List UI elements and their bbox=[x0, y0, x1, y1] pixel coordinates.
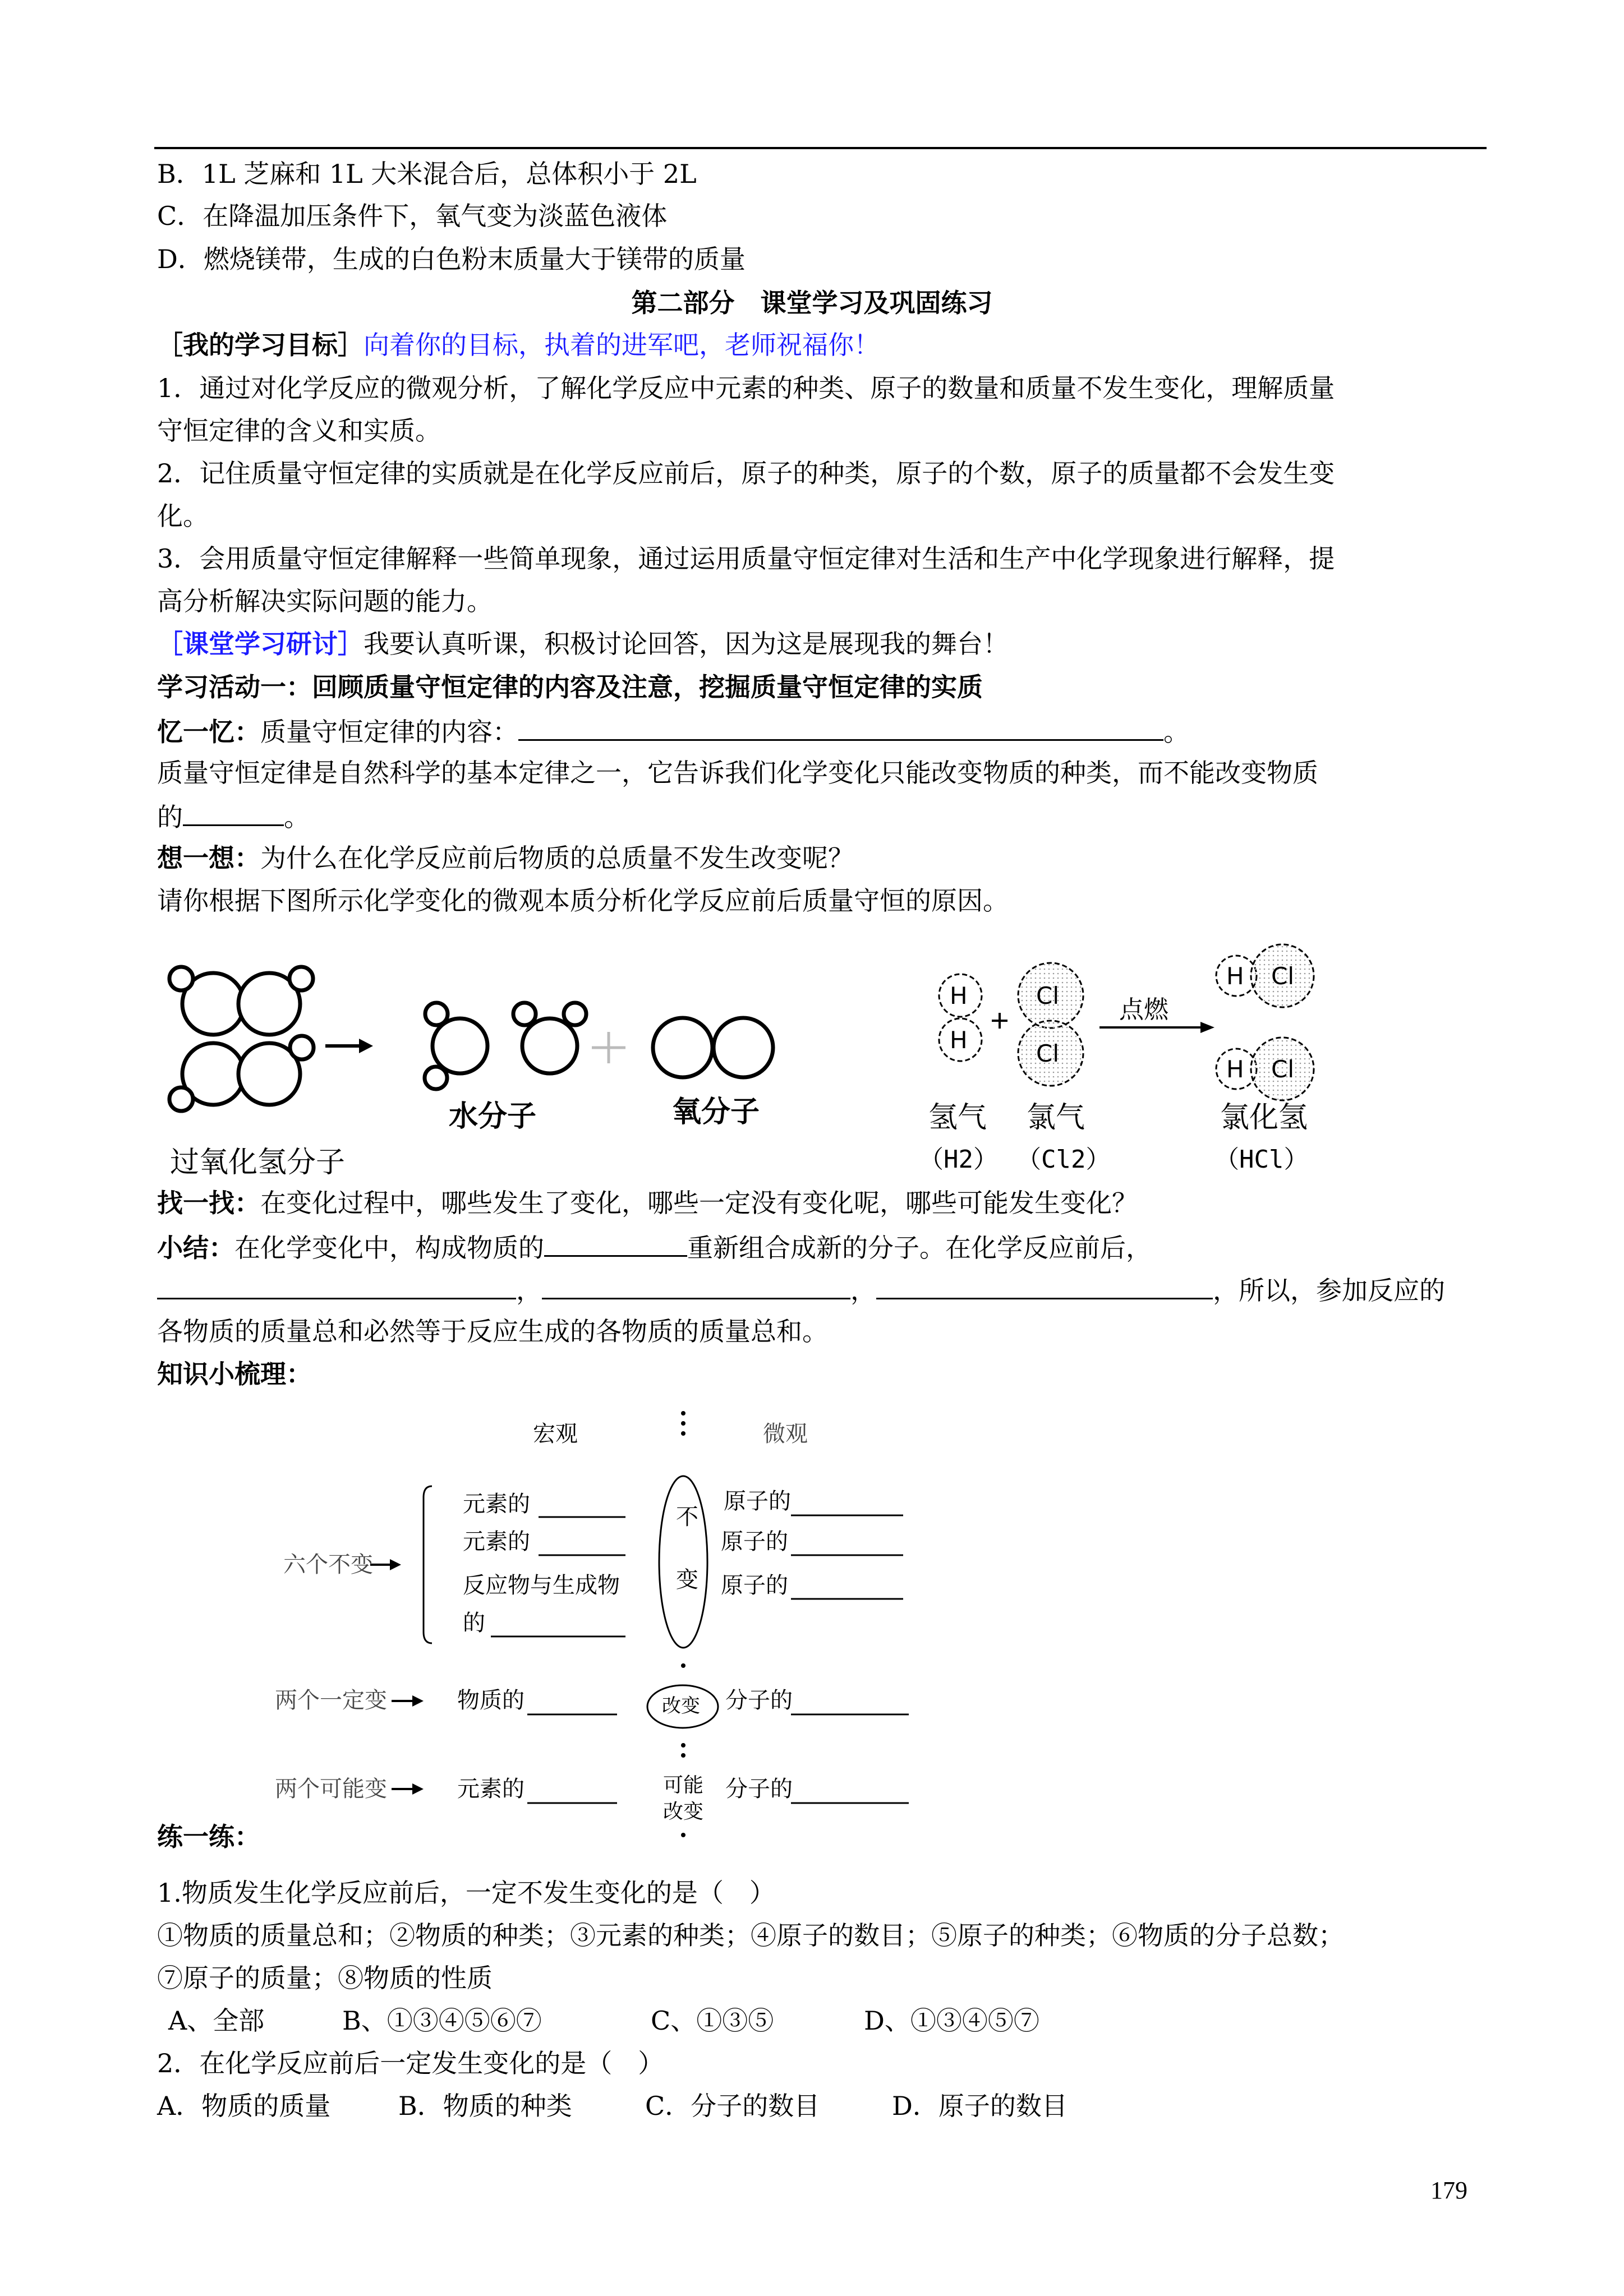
two-sure-change-label: 两个一定变 bbox=[275, 1688, 387, 1713]
maybe-label-2: 改变 bbox=[663, 1800, 704, 1823]
law-b-end: 。 bbox=[284, 802, 310, 832]
summary-blank-4[interactable] bbox=[876, 1272, 1213, 1299]
goal-slogan: 向着你的目标，执着的进军吧，老师祝福你！ bbox=[364, 330, 880, 360]
hcl-cl-symbol: Cl bbox=[1271, 1055, 1294, 1083]
peroxide-decomposition-figure bbox=[157, 948, 808, 1183]
please-line: 请你根据下图所示化学变化的微观本质分析化学反应前后质量守恒的原因。 bbox=[157, 886, 1009, 916]
goal-2b: 化。 bbox=[157, 501, 209, 531]
goal-1a: 1．通过对化学反应的微观分析，了解化学反应中元素的种类、原子的数量和质量不发生变化，理解质量 bbox=[157, 373, 1335, 403]
find-text: 在变化过程中，哪些发生了变化，哪些一定没有变化呢，哪些可能发生变化？ bbox=[260, 1188, 1138, 1218]
hcl-h-symbol: H bbox=[1226, 962, 1244, 990]
hcl-name: 氯化氢 bbox=[1220, 1101, 1308, 1135]
q1-stem: 1.物质发生化学反应前后，一定不发生变化的是（ ） bbox=[157, 1878, 775, 1908]
q1-choice-c[interactable]: C、①③⑤ bbox=[651, 2005, 774, 2036]
q1-choice-b[interactable]: B、①③④⑤⑥⑦ bbox=[342, 2005, 542, 2036]
micro-header: 微观 bbox=[763, 1421, 808, 1447]
goal-line bbox=[157, 328, 880, 362]
two-maybe-change-label: 两个可能变 bbox=[275, 1776, 387, 1802]
brace bbox=[424, 1486, 432, 1643]
summary-blank-3[interactable] bbox=[542, 1272, 850, 1299]
q1-options-b: ⑦原子的质量；⑧物质的性质 bbox=[157, 1963, 493, 1993]
ignite-label: 点燃 bbox=[1119, 995, 1168, 1024]
study-text: 我要认真听课，积极讨论回答，因为这是展现我的舞台！ bbox=[364, 629, 1009, 659]
hydrogen-atom bbox=[289, 967, 313, 990]
law-blank[interactable] bbox=[183, 799, 284, 826]
hydrogen-atom bbox=[169, 1087, 193, 1111]
cl-symbol: Cl bbox=[1036, 1040, 1059, 1067]
o2-oxygen-atom bbox=[714, 1018, 773, 1077]
peroxide-label: 过氧化氢分子 bbox=[170, 1146, 346, 1179]
summary-comma: ， bbox=[850, 1275, 876, 1306]
water-oxygen-atom bbox=[433, 1018, 487, 1073]
q2-choice-d[interactable]: D．原子的数目 bbox=[892, 2091, 1068, 2121]
maybe-label-1: 可能 bbox=[663, 1774, 704, 1797]
hcl-cl-symbol: Cl bbox=[1271, 962, 1294, 990]
summary-comma: ， bbox=[516, 1275, 542, 1306]
change-label: 改变 bbox=[662, 1695, 700, 1717]
macro-header: 宏观 bbox=[533, 1421, 578, 1447]
find-line bbox=[157, 1186, 1138, 1220]
six-unchanged-label: 六个不变 bbox=[283, 1552, 373, 1578]
hydrogen-atom bbox=[169, 967, 193, 990]
goal-label: ［我的学习目标］ bbox=[157, 330, 364, 360]
prev-option-c: C．在降温加压条件下，氧气变为淡蓝色液体 bbox=[157, 201, 668, 231]
header-rule bbox=[154, 147, 1487, 149]
h2-name: 氢气 bbox=[928, 1101, 987, 1135]
water-label: 水分子 bbox=[449, 1100, 537, 1133]
macro-substance: 物质的 bbox=[457, 1688, 525, 1713]
section-title: 第二部分 课堂学习及巩固练习 bbox=[631, 288, 993, 318]
knowledge-heading: 知识小梳理： bbox=[157, 1359, 312, 1389]
summary-line-a bbox=[157, 1229, 1152, 1265]
goal-3a: 3．会用质量守恒定律解释一些简单现象，通过运用质量守恒定律对生活和生产中化学现象进行解释，提 bbox=[157, 543, 1335, 574]
find-label: 找一找： bbox=[157, 1188, 260, 1218]
law-line-a: 质量守恒定律是自然科学的基本定律之一，它告诉我们化学变化只能改变物质的种类，而不能改变物质 bbox=[157, 758, 1318, 788]
micro-atom-3: 原子的 bbox=[721, 1573, 788, 1598]
q2-choice-a[interactable]: A．物质的质量 bbox=[157, 2091, 331, 2121]
h-symbol: H bbox=[950, 982, 968, 1009]
cl2-name: 氯气 bbox=[1027, 1101, 1085, 1135]
macro-reactant-product: 反应物与生成物 bbox=[463, 1573, 620, 1598]
q1-options-a: ①物质的质量总和；②物质的种类；③元素的种类；④原子的数目；⑤原子的种类；⑥物质的分子总数； bbox=[157, 1920, 1344, 1951]
think-label: 想一想： bbox=[157, 843, 260, 873]
summary-b-end: ，所以，参加反应的 bbox=[1213, 1275, 1445, 1306]
oxygen-label: 氧分子 bbox=[672, 1095, 760, 1129]
recall-line bbox=[157, 713, 1189, 749]
q2-stem: 2．在化学反应前后一定发生变化的是（ ） bbox=[157, 2048, 664, 2078]
knowledge-diagram bbox=[264, 1402, 993, 1839]
prev-option-d: D．燃烧镁带，生成的白色粉末质量大于镁带的质量 bbox=[157, 244, 746, 274]
recall-end: 。 bbox=[1163, 717, 1189, 747]
ignite-arrow-head bbox=[1200, 1022, 1214, 1033]
recall-text: 质量守恒定律的内容： bbox=[260, 717, 518, 747]
page-number: 179 bbox=[1430, 2177, 1467, 2204]
cl-symbol: Cl bbox=[1036, 982, 1059, 1009]
summary-a1: 在化学变化中，构成物质的 bbox=[234, 1233, 544, 1263]
cl2-formula: （Cl2） bbox=[1016, 1145, 1111, 1174]
think-text: 为什么在化学反应前后物质的总质量不发生改变呢？ bbox=[260, 843, 854, 873]
summary-a2: 重新组合成新的分子。在化学反应前后， bbox=[687, 1233, 1152, 1263]
activity-one-heading: 学习活动一：回顾质量守恒定律的内容及注意，挖掘质量守恒定律的实质 bbox=[157, 672, 983, 702]
water-hydrogen-atom bbox=[425, 1067, 447, 1089]
unchanged-ellipse bbox=[659, 1476, 707, 1648]
macro-reactant-de: 的 bbox=[463, 1610, 485, 1636]
hcl-formation-figure bbox=[909, 937, 1374, 1183]
hcl-h-symbol: H bbox=[1226, 1055, 1244, 1083]
goal-1b: 守恒定律的含义和实质。 bbox=[157, 416, 441, 446]
macro-element-3: 元素的 bbox=[457, 1776, 525, 1802]
macro-element-1: 元素的 bbox=[463, 1491, 530, 1517]
micro-atom-2: 原子的 bbox=[721, 1529, 788, 1555]
goal-3b: 高分析解决实际问题的能力。 bbox=[157, 586, 493, 616]
q2-choice-b[interactable]: B．物质的种类 bbox=[398, 2091, 572, 2121]
arrow-head bbox=[359, 1039, 373, 1053]
summary-line-c: 各物质的质量总和必然等于反应生成的各物质的质量总和。 bbox=[157, 1316, 828, 1347]
practice-heading: 练一练： bbox=[157, 1822, 260, 1852]
recall-label: 忆一忆： bbox=[157, 717, 260, 747]
h-symbol: H bbox=[950, 1026, 968, 1054]
summary-blank-2[interactable] bbox=[157, 1272, 516, 1299]
law-line-b bbox=[157, 799, 310, 834]
q1-choice-a[interactable]: A、全部 bbox=[168, 2005, 265, 2036]
law-b-text: 的 bbox=[157, 802, 183, 832]
recall-blank[interactable] bbox=[518, 713, 1163, 741]
micro-molecule-2: 分子的 bbox=[725, 1776, 793, 1802]
water-oxygen-atom bbox=[522, 1018, 577, 1073]
prev-option-b: B．1L 芝麻和 1L 大米混合后，总体积小于 2L bbox=[157, 159, 697, 189]
goal-2a: 2．记住质量守恒定律的实质就是在化学反应前后，原子的种类，原子的个数，原子的质量都不会发生变 bbox=[157, 458, 1335, 488]
summary-blank-1[interactable] bbox=[544, 1229, 687, 1257]
q1-choice-d[interactable]: D、①③④⑤⑦ bbox=[864, 2005, 1039, 2036]
summary-line-b bbox=[157, 1272, 1445, 1307]
micro-atom-1: 原子的 bbox=[724, 1488, 791, 1514]
water-hydrogen-atom bbox=[564, 1003, 586, 1025]
study-line bbox=[157, 627, 1009, 661]
summary-label: 小结： bbox=[157, 1233, 234, 1263]
macro-element-2: 元素的 bbox=[463, 1529, 530, 1555]
unchanged-bu: 不 bbox=[676, 1504, 698, 1530]
q2-choice-c[interactable]: C．分子的数目 bbox=[645, 2091, 820, 2121]
unchanged-bian: 变 bbox=[676, 1567, 698, 1593]
hydrogen-atom bbox=[290, 1036, 314, 1059]
hcl-formula: （HCl） bbox=[1214, 1145, 1309, 1174]
think-line bbox=[157, 841, 854, 875]
h2-formula: （H2） bbox=[919, 1145, 998, 1174]
study-label: ［课堂学习研讨］ bbox=[157, 629, 364, 659]
o2-oxygen-atom bbox=[653, 1018, 712, 1077]
water-hydrogen-atom bbox=[425, 1003, 448, 1025]
micro-molecule-1: 分子的 bbox=[725, 1688, 793, 1713]
water-hydrogen-atom bbox=[513, 1003, 536, 1025]
